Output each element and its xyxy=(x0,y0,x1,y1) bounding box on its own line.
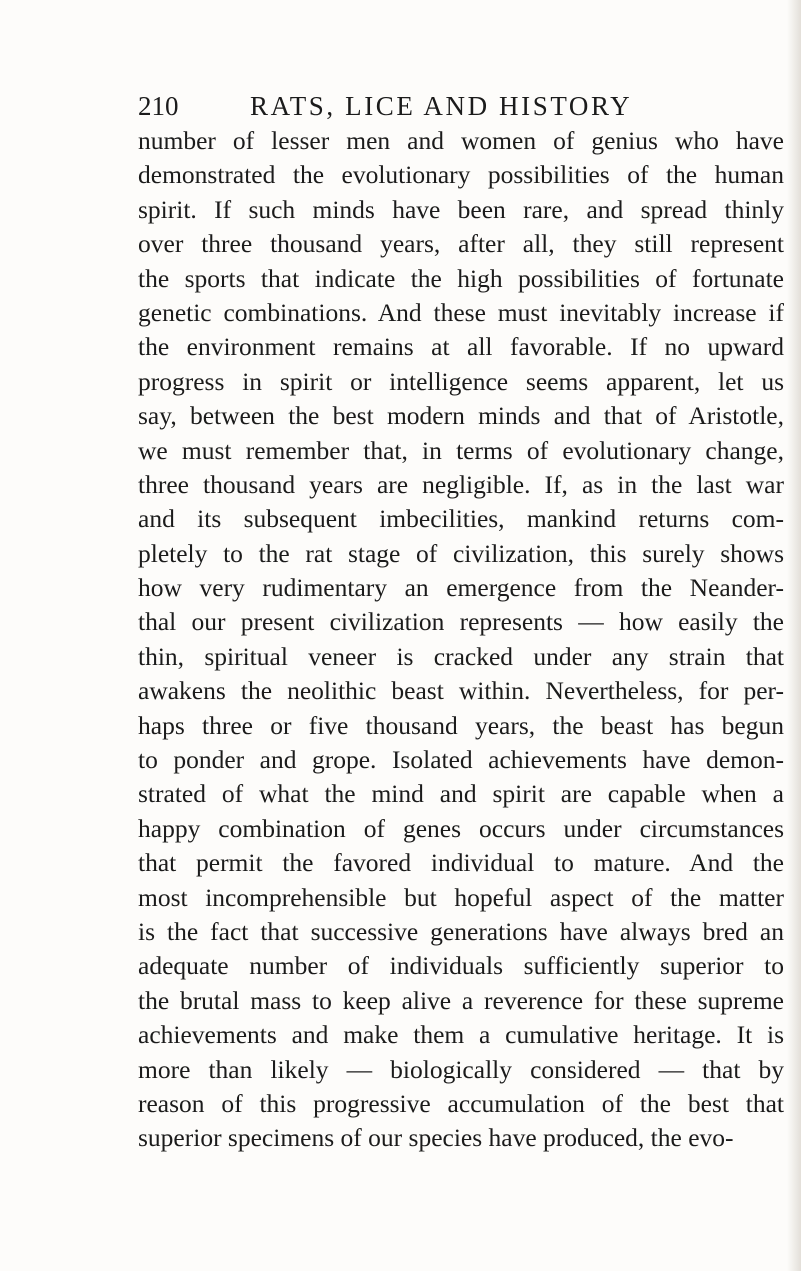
text-line: and its subsequent imbecilities, mankind returns com- xyxy=(138,504,784,534)
text-line: more than likely — biologically considered — that by xyxy=(138,1054,784,1084)
text-line: happy combination of genes occurs under circumstances xyxy=(138,813,784,843)
text-line: how very rudimentary an emergence from the Neander- xyxy=(138,573,784,603)
text-line: thin, spiritual veneer is cracked under any strain that xyxy=(138,641,784,671)
text-line: say, between the best modern minds and that of Aristotle, xyxy=(138,401,784,431)
text-line: number of lesser men and women of genius who have xyxy=(138,126,784,155)
page-number: 210 xyxy=(138,91,179,121)
page-edge-shadow xyxy=(787,0,801,1271)
text-line: the sports that indicate the high possibilities of fortunate xyxy=(138,263,784,293)
text-line: adequate number of individuals sufficiently superior to xyxy=(138,951,784,981)
text-line: three thousand years are negligible. If, as in the last war xyxy=(138,469,784,499)
text-line: progress in spirit or intelligence seems apparent, let us xyxy=(138,366,784,396)
text-line: awakens the neolithic beast within. Nevertheless, for per- xyxy=(138,676,784,706)
text-line: demonstrated the evolutionary possibilities of the human xyxy=(138,160,784,190)
text-line: superior specimens of our species have produced, the evo- xyxy=(138,1123,734,1153)
text-line: spirit. If such minds have been rare, and spread thinly xyxy=(138,194,784,224)
running-title: RATS, LICE AND HISTORY xyxy=(250,91,633,121)
text-line: most incomprehensible but hopeful aspect of the matter xyxy=(138,882,784,912)
text-line: over three thousand years, after all, they still represent xyxy=(138,229,784,259)
text-line: genetic combinations. And these must inevitably increase if xyxy=(138,297,784,327)
text-line: haps three or five thousand years, the beast has begun xyxy=(138,710,784,740)
text-line: thal our present civilization represents — how easily the xyxy=(138,607,784,637)
text-line: strated of what the mind and spirit are capable when a xyxy=(138,779,784,809)
body-text xyxy=(138,124,784,1156)
text-line: the brutal mass to keep alive a reverence for these supreme xyxy=(138,985,784,1015)
text-line: the environment remains at all favorable. If no upward xyxy=(138,332,784,362)
text-line: achievements and make them a cumulative heritage. It is xyxy=(138,1020,784,1050)
text-line: to ponder and grope. Isolated achievements have demon- xyxy=(138,745,784,775)
text-line: that permit the favored individual to mature. And the xyxy=(138,848,784,878)
running-head xyxy=(138,88,698,128)
text-line: pletely to the rat stage of civilization, this surely shows xyxy=(138,538,784,568)
text-line: reason of this progressive accumulation of the best that xyxy=(138,1088,784,1118)
text-line: we must remember that, in terms of evolutionary change, xyxy=(138,435,784,465)
text-line: is the fact that successive generations have always bred an xyxy=(138,916,784,946)
